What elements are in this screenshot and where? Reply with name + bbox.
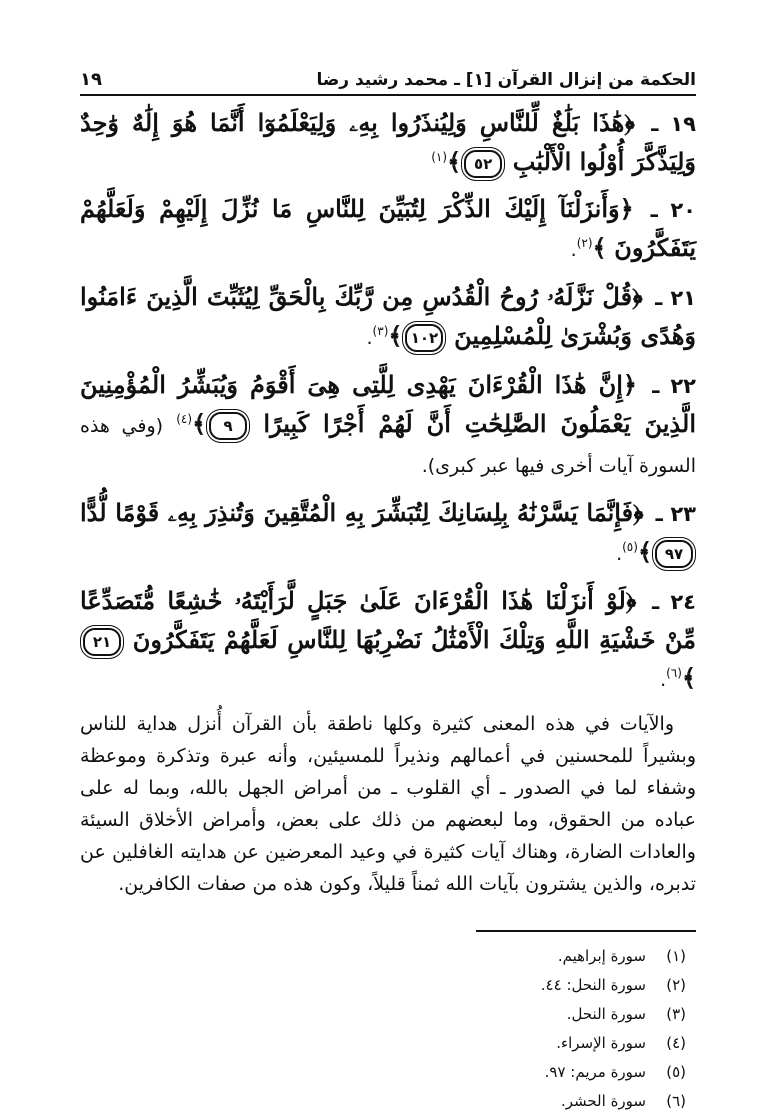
verse-number: ١٩ ـ	[651, 112, 696, 136]
verse-note: .	[570, 239, 577, 261]
verse-number: ٢٢ ـ	[652, 374, 696, 398]
verse-item	[80, 366, 696, 485]
footnote-text: سورة النحل: ٤٤.	[540, 976, 646, 994]
footnote-ref[interactable]: (٤)	[176, 412, 193, 426]
body-paragraph: والآيات في هذه المعنى كثيرة وكلها ناطقة بأن القرآن أُنزل هداية للناس وبشيراً للمحسنين في أعمالهم ونذيراً للمسيئين، وأنه عبرة وتذكرة وموعظة وشفاء لما في الصدور ـ أي القلوب ـ من أمراض الجهل بالله، وبما له على عباده من الحقوق، وما لبعضهم من ذلك على بعض، وأمراض الأخلاق السيئة والعادات الضارة، وهناك آيات كثيرة في وعيد المعرضين عن هدايته الغافلين عن تدبره، والذين يشترون بآيات الله ثمناً قليلاً، وكون هذه من صفات الكافرين.	[80, 713, 696, 895]
verse-text: ﴿وَأَنزَلْنَآ إِلَيْكَ الذِّكْرَ لِتُبَيِّنَ لِلنَّاسِ مَا نُزِّلَ إِلَيْهِمْ وَلَعَلَّهُمْ يَتَفَكَّرُونَ	[80, 194, 696, 262]
verse-item	[80, 494, 696, 573]
footnote-text: سورة إبراهيم.	[557, 947, 646, 965]
running-header	[80, 52, 696, 96]
footnote-number: (٦)	[666, 1092, 686, 1110]
verse-text: ﴿هَٰذَا بَلَٰغٌ لِّلنَّاسِ وَلِيُنذَرُوا بِهِۦ وَلِيَعْلَمُوٓا أَنَّمَا هُوَ إِلَٰهٌ وَٰحِدٌ وَلِيَذَّكَّرَ أُوْلُوا الْأَلْبَٰبِ	[80, 108, 696, 176]
footnote-number: (٣)	[666, 1005, 686, 1023]
book-page	[80, 52, 696, 1116]
verse-note: .	[616, 543, 623, 565]
verse-note: .	[366, 327, 373, 349]
page-number: ١٩	[80, 69, 102, 90]
footnote-ref[interactable]: (٣)	[372, 324, 389, 338]
verse-item	[80, 278, 696, 357]
footnote-item	[80, 1087, 686, 1116]
aya-number-mark: ٩	[209, 412, 247, 440]
footnote-number: (٢)	[666, 976, 686, 994]
footnote-number: (١)	[666, 947, 686, 965]
footnote-text: سورة النحل.	[566, 1005, 646, 1023]
verse-number: ٢٤ ـ	[651, 590, 696, 614]
footnote-item	[80, 971, 686, 1000]
verse-number: ٢١ ـ	[655, 286, 696, 310]
footnote-text: سورة الإسراء.	[556, 1034, 646, 1052]
verse-close-bracket: ﴾	[388, 321, 403, 350]
footnote-ref[interactable]: (٥)	[622, 540, 638, 554]
running-title: الحكمة من إنزال القرآن [١] ـ محمد رشيد رضا	[316, 70, 696, 90]
aya-number-mark: ٩٧	[655, 540, 693, 568]
verse-close-bracket: ﴾	[447, 147, 462, 176]
verse-list	[80, 104, 696, 699]
footnote-divider	[476, 930, 696, 932]
aya-number-mark: ٥٢	[464, 150, 502, 178]
footnote-item	[80, 1029, 686, 1058]
footnote-ref[interactable]: (٦)	[666, 666, 682, 680]
footnote-item	[80, 942, 686, 971]
verse-close-bracket: ﴾	[592, 233, 607, 262]
verse-text: ﴿إِنَّ هَٰذَا الْقُرْءَانَ يَهْدِى لِلَّتِى هِىَ أَقْوَمُ وَيُبَشِّرُ الْمُؤْمِنِينَ الَّذِينَ يَعْمَلُونَ الصَّٰلِحَٰتِ أَنَّ لَهُمْ أَجْرًا كَبِيرًا	[80, 370, 697, 438]
footnote-number: (٥)	[666, 1063, 686, 1081]
aya-number-mark: ٢١	[83, 628, 121, 656]
verse-note: .	[660, 669, 667, 691]
verse-item	[80, 104, 696, 181]
footnote-ref[interactable]: (٢)	[576, 236, 593, 250]
verse-close-bracket: ﴾	[681, 663, 696, 692]
aya-number-mark: ١٠٢	[405, 324, 443, 352]
footnote-text: سورة الحشر.	[560, 1092, 646, 1110]
verse-number: ٢٠ ـ	[650, 198, 696, 222]
verse-close-bracket: ﴾	[192, 409, 207, 438]
verse-text: ﴿لَوْ أَنزَلْنَا هَٰذَا الْقُرْءَانَ عَلَىٰ جَبَلٍ لَّرَأَيْتَهُۥ خَٰشِعًا مُّتَصَدِّعًا مِّنْ خَشْيَةِ اللَّهِ وَتِلْكَ الْأَمْثَٰلُ نَضْرِبُهَا لِلنَّاسِ لَعَلَّهُمْ يَتَفَكَّرُونَ	[80, 586, 696, 654]
verse-note: (وفي هذه السورة آيات أخرى فيها عبر كبرى).	[80, 415, 696, 477]
footnote-item	[80, 1000, 686, 1029]
verse-number: ٢٣ ـ	[655, 502, 696, 526]
verse-text: ﴿قُلْ نَزَّلَهُۥ رُوحُ الْقُدُسِ مِن رَّبِّكَ بِالْحَقِّ لِيُثَبِّتَ الَّذِينَ ءَامَنُوا وَهُدًى وَبُشْرَىٰ لِلْمُسْلِمِينَ	[80, 282, 696, 350]
verse-item	[80, 190, 696, 269]
footnote-list	[80, 942, 696, 1116]
footnote-item	[80, 1058, 686, 1087]
verse-text: ﴿فَإِنَّمَا يَسَّرْنَٰهُ بِلِسَانِكَ لِتُبَشِّرَ بِهِ الْمُتَّقِينَ وَتُنذِرَ بِهِۦ قَوْمًا لُّدًّا	[80, 498, 644, 527]
footnote-text: سورة مريم: ٩٧.	[544, 1063, 646, 1081]
footnote-ref[interactable]: (١)	[431, 150, 448, 164]
footnote-number: (٤)	[666, 1034, 686, 1052]
verse-item	[80, 582, 696, 699]
verse-close-bracket: ﴾	[637, 537, 652, 566]
